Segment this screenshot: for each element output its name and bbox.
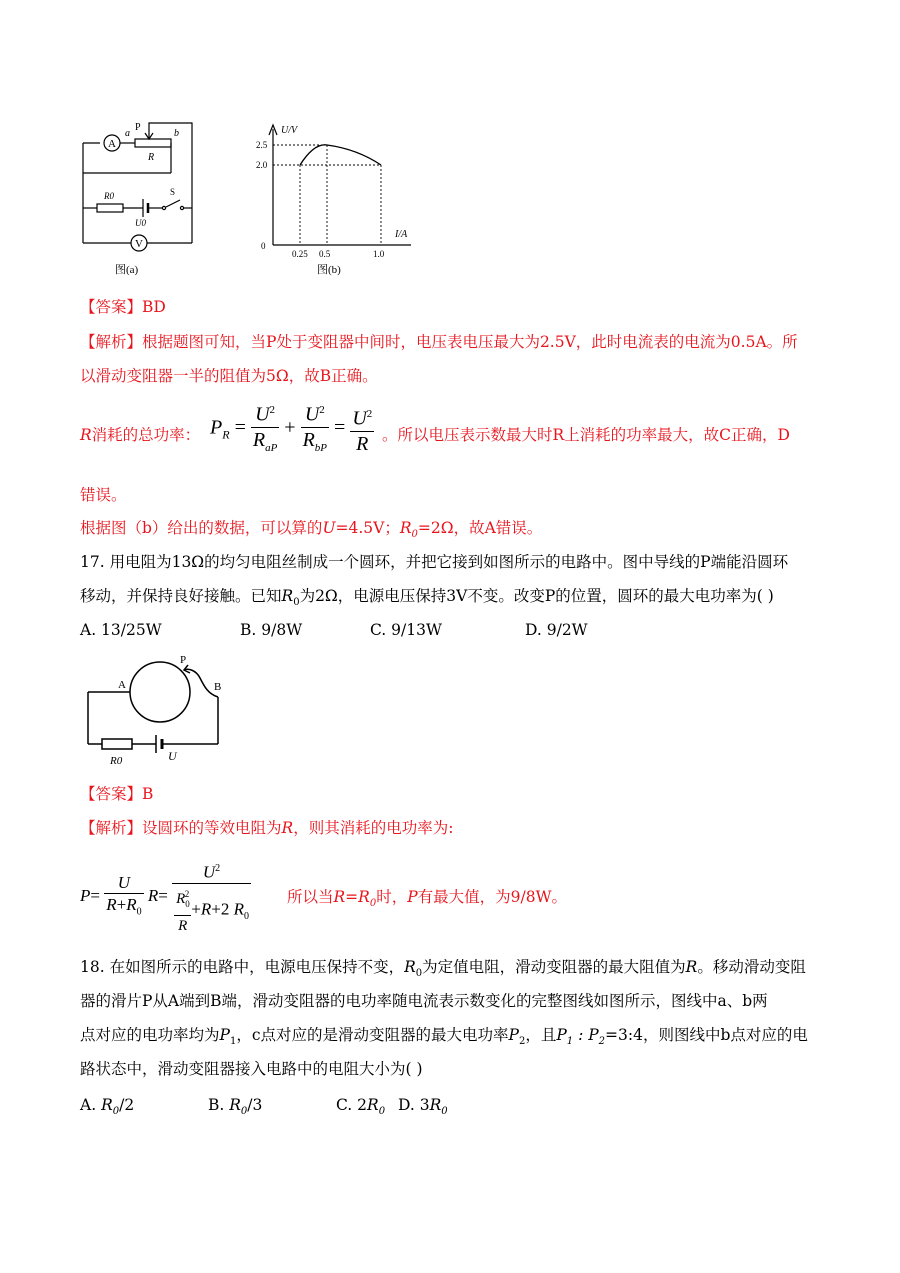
option-var: R <box>367 1096 379 1114</box>
var-R: R <box>80 426 92 444</box>
label-U0: U0 <box>135 218 146 228</box>
q18-option-c[interactable] <box>336 1094 385 1123</box>
conclusion-text-1: 所以当 <box>287 888 334 906</box>
var-ratio-P2: : P <box>573 1026 599 1044</box>
y-tick-label: 2.0 <box>256 160 268 170</box>
calc-text-2: =4.5V； <box>335 519 400 537</box>
answer-tag: 【答案】 <box>80 785 143 803</box>
var-P1: P <box>219 1026 230 1044</box>
origin-label: 0 <box>261 241 266 251</box>
option-prefix: A. <box>80 1096 102 1114</box>
q18-option-d[interactable] <box>398 1094 448 1123</box>
stem-text-d: =3:4，则图线中b点对应的电 <box>605 1026 808 1044</box>
x-tick-label: 0.25 <box>292 249 308 259</box>
option-sub: 0 <box>378 1106 386 1118</box>
option-sub: 0 <box>441 1106 448 1118</box>
option-prefix: C. 2 <box>336 1096 368 1114</box>
answer-value: B <box>142 785 154 803</box>
q16-power-tail: 。所以电压表示数最大时R上消耗的功率最大，故C正确，D <box>382 426 790 444</box>
x-tick-label: 0.5 <box>319 249 331 259</box>
var-ratio-P1: P <box>556 1026 567 1044</box>
power-label-text: 消耗的总功率： <box>91 426 201 444</box>
label-R0: R0 <box>110 755 123 767</box>
q16-power-label <box>80 424 200 446</box>
stem-text: 移动，并保持良好接触。已知 <box>80 587 282 605</box>
stem-text-2: 为定值电阻，滑动变阻器的最大阻值为 <box>422 958 686 976</box>
var-R0: R <box>404 958 416 976</box>
analysis-tag: 【解析】 <box>80 819 143 837</box>
chart-figure-b <box>255 115 425 280</box>
option-prefix: B. <box>208 1096 230 1114</box>
option-var: R <box>429 1096 442 1114</box>
q17-answer <box>80 783 153 805</box>
var-R0-sub: 0 <box>293 597 300 609</box>
var-P1-sub: 1 <box>229 1036 237 1048</box>
q17-conclusion <box>287 886 567 915</box>
var-R0-sub: 0 <box>411 529 418 541</box>
label-a: a <box>125 128 130 139</box>
q18-stem-line-3 <box>80 1024 808 1053</box>
conclusion-eq-sub: 0 <box>369 898 377 910</box>
analysis-text-tail: ，则其消耗的电功率为: <box>293 819 454 837</box>
label-P: P <box>180 654 187 666</box>
option-prefix: D. 3 <box>398 1096 430 1114</box>
option-sub: 0 <box>112 1106 120 1118</box>
conclusion-text-3: 有最大值，为9/8W。 <box>417 888 568 906</box>
ring-power-formula: P= $\frac{U}{R+R_0}$ R= $U^2$ $\frac{R_0^2}{R}$ +R+2 $R_0$ <box>80 858 251 937</box>
option-suffix: /2 <box>119 1096 135 1114</box>
answer-value: BD <box>142 298 166 316</box>
var-U: U <box>322 519 336 537</box>
stem-text-b: ，c点对应的是滑动变阻器的最大电功率 <box>236 1026 509 1044</box>
y-tick-label: 2.5 <box>256 140 268 150</box>
var-R0: R <box>281 587 294 605</box>
series-line <box>300 145 381 165</box>
var-P2: P <box>508 1026 519 1044</box>
label-A: A <box>118 679 126 691</box>
figure-b-caption: 图(b) <box>317 264 341 276</box>
figure-a-caption: 图(a) <box>115 264 139 276</box>
label-R0: R0 <box>104 191 114 201</box>
answer-tag: 【答案】 <box>80 298 143 316</box>
q16-power-tail-2: 错误。 <box>80 486 127 504</box>
q17-option-c[interactable]: C. 9/13W <box>370 621 442 639</box>
power-formula: $P_R$ = $\frac{U^2}{R_{aP}}$ + $\frac{U^2}{R_{bP}}$ = $\frac{U^2}{R}$ <box>210 398 374 460</box>
option-var: R <box>101 1096 113 1114</box>
var-R: R <box>281 819 294 837</box>
y-axis-label: U/V <box>281 125 298 136</box>
x-axis-label: I/A <box>395 229 408 240</box>
conclusion-text-2: 时， <box>376 888 408 906</box>
var-R0-sub: 0 <box>415 968 423 980</box>
label-S: S <box>170 187 176 197</box>
var-ratio-sub-2: 2 <box>598 1036 606 1048</box>
x-tick-label: 1.0 <box>373 249 385 259</box>
q16-calc <box>80 517 542 546</box>
voltmeter-label: V <box>135 238 143 250</box>
stem-text-a: 点对应的电功率均为 <box>80 1026 220 1044</box>
analysis-text: 根据题图可知，当P处于变阻器中间时，电压表电压最大为2.5V，此时电流表的电流为0.5A。所 <box>142 333 798 351</box>
var-R: R <box>685 958 698 976</box>
label-b: b <box>174 128 179 139</box>
q18-stem-line-2: 器的滑片P从A端到B端，滑动变阻器的电功率随电流表示数变化的完整图线如图所示，图线中a、b两 <box>80 992 768 1010</box>
label-R: R <box>148 152 155 163</box>
q18-stem-line-4: 路状态中，滑动变阻器接入电路中的电阻大小为( ) <box>80 1060 423 1078</box>
circuit-figure-a <box>80 115 195 280</box>
calc-text-3: =2Ω，故A错误。 <box>417 519 543 537</box>
stem-text-1: 18. 在如图所示的电路中，电源电压保持不变， <box>80 958 405 976</box>
q16-analysis-line-2: 以滑动变阻器一半的阻值为5Ω，故B正确。 <box>80 367 378 385</box>
q17-analysis <box>80 817 453 839</box>
q17-option-b[interactable]: B. 9/8W <box>240 621 303 639</box>
var-P: P <box>407 888 418 906</box>
ammeter-label: A <box>108 138 116 150</box>
analysis-tag: 【解析】 <box>80 333 143 351</box>
q18-option-b[interactable] <box>208 1094 262 1123</box>
q16-answer <box>80 296 166 318</box>
conclusion-eq: R=R <box>333 888 370 906</box>
var-P2-sub: 2 <box>518 1036 526 1048</box>
stem-text-3: 。移动滑动变阻 <box>697 958 806 976</box>
q17-ring-circuit-figure <box>80 650 230 770</box>
q18-stem-line-1 <box>80 956 806 985</box>
calc-text-1: 根据图（b）给出的数据，可以算的 <box>80 519 323 537</box>
analysis-text: 设圆环的等效电阻为 <box>142 819 282 837</box>
option-var: R <box>229 1096 241 1114</box>
var-R0: R <box>399 519 412 537</box>
q17-option-d[interactable]: D. 9/2W <box>525 621 588 639</box>
q16-analysis-line-1 <box>80 331 798 353</box>
q18-option-a[interactable] <box>80 1094 134 1123</box>
option-sub: 0 <box>240 1106 248 1118</box>
option-suffix: /3 <box>247 1096 263 1114</box>
label-U: U <box>168 749 177 763</box>
q17-stem-line-2 <box>80 585 774 614</box>
q17-option-a[interactable]: A. 13/25W <box>80 621 162 639</box>
label-B: B <box>214 681 222 693</box>
stem-text-c: ，且 <box>525 1026 557 1044</box>
var-ratio-sub-1: 1 <box>566 1036 574 1048</box>
q17-stem-line-1: 17. 用电阻为13Ω的均匀电阻丝制成一个圆环，并把它接到如图所示的电路中。图中导线的P端能沿圆环 <box>80 553 789 571</box>
label-P: P <box>135 122 141 133</box>
stem-text-tail: 为2Ω，电源电压保持3V不变。改变P的位置，圆环的最大电功率为( ) <box>299 587 774 605</box>
